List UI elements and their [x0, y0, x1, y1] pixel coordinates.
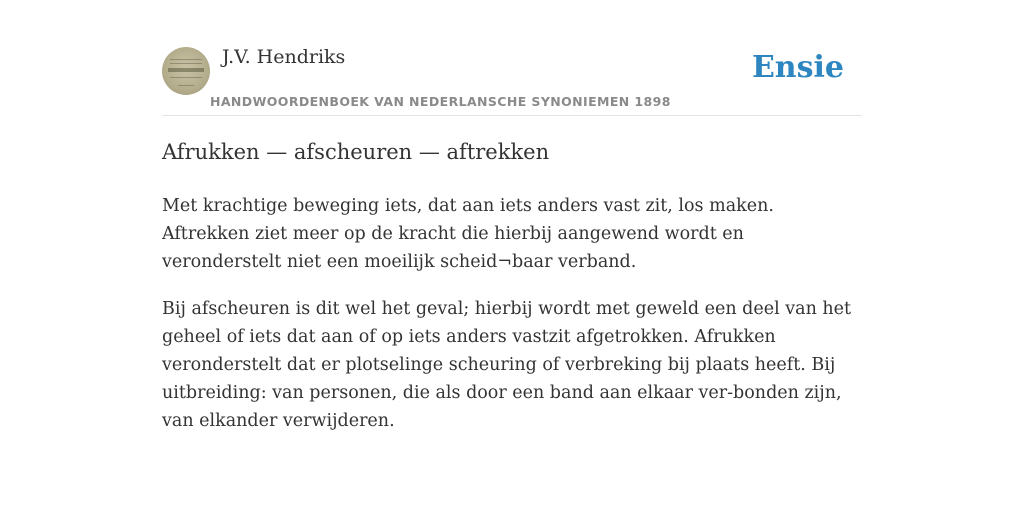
cover-line — [170, 77, 202, 78]
cover-line — [170, 63, 202, 64]
source-title[interactable]: HANDWOORDENBOEK VAN NEDERLANSCHE SYNONIEMEN 1898 — [210, 94, 671, 109]
book-cover-icon[interactable] — [162, 47, 210, 95]
divider — [162, 115, 862, 116]
entry-paragraph: Bij afscheuren is dit wel het geval; hierbij wordt met geweld een deel van het geheel of iets dat aan of op iets anders vastzit afgetrokken. Afrukken veronderstelt dat er plotselinge scheuring of verbreking bij plaats heeft. Bij uitbreiding: van personen, die als door een band aan elkaar ver-bonden zijn, van elkander verwijderen. — [162, 299, 852, 431]
entry-paragraph: Met krachtige beweging iets, dat aan iets anders vast zit, los maken. Aftrekken ziet meer op de kracht die hierbij aangewend wordt en veronderstelt niet een moeilijk scheid¬baar verband. — [162, 196, 774, 272]
cover-band — [168, 68, 204, 72]
brand-logo[interactable]: Ensie — [751, 50, 844, 85]
entry-title: Afrukken — afscheuren — aftrekken — [162, 140, 550, 164]
cover-line — [170, 59, 202, 60]
entry-body — [162, 192, 862, 454]
author-link[interactable]: J.V. Hendriks — [222, 46, 346, 68]
cover-line — [178, 85, 194, 86]
